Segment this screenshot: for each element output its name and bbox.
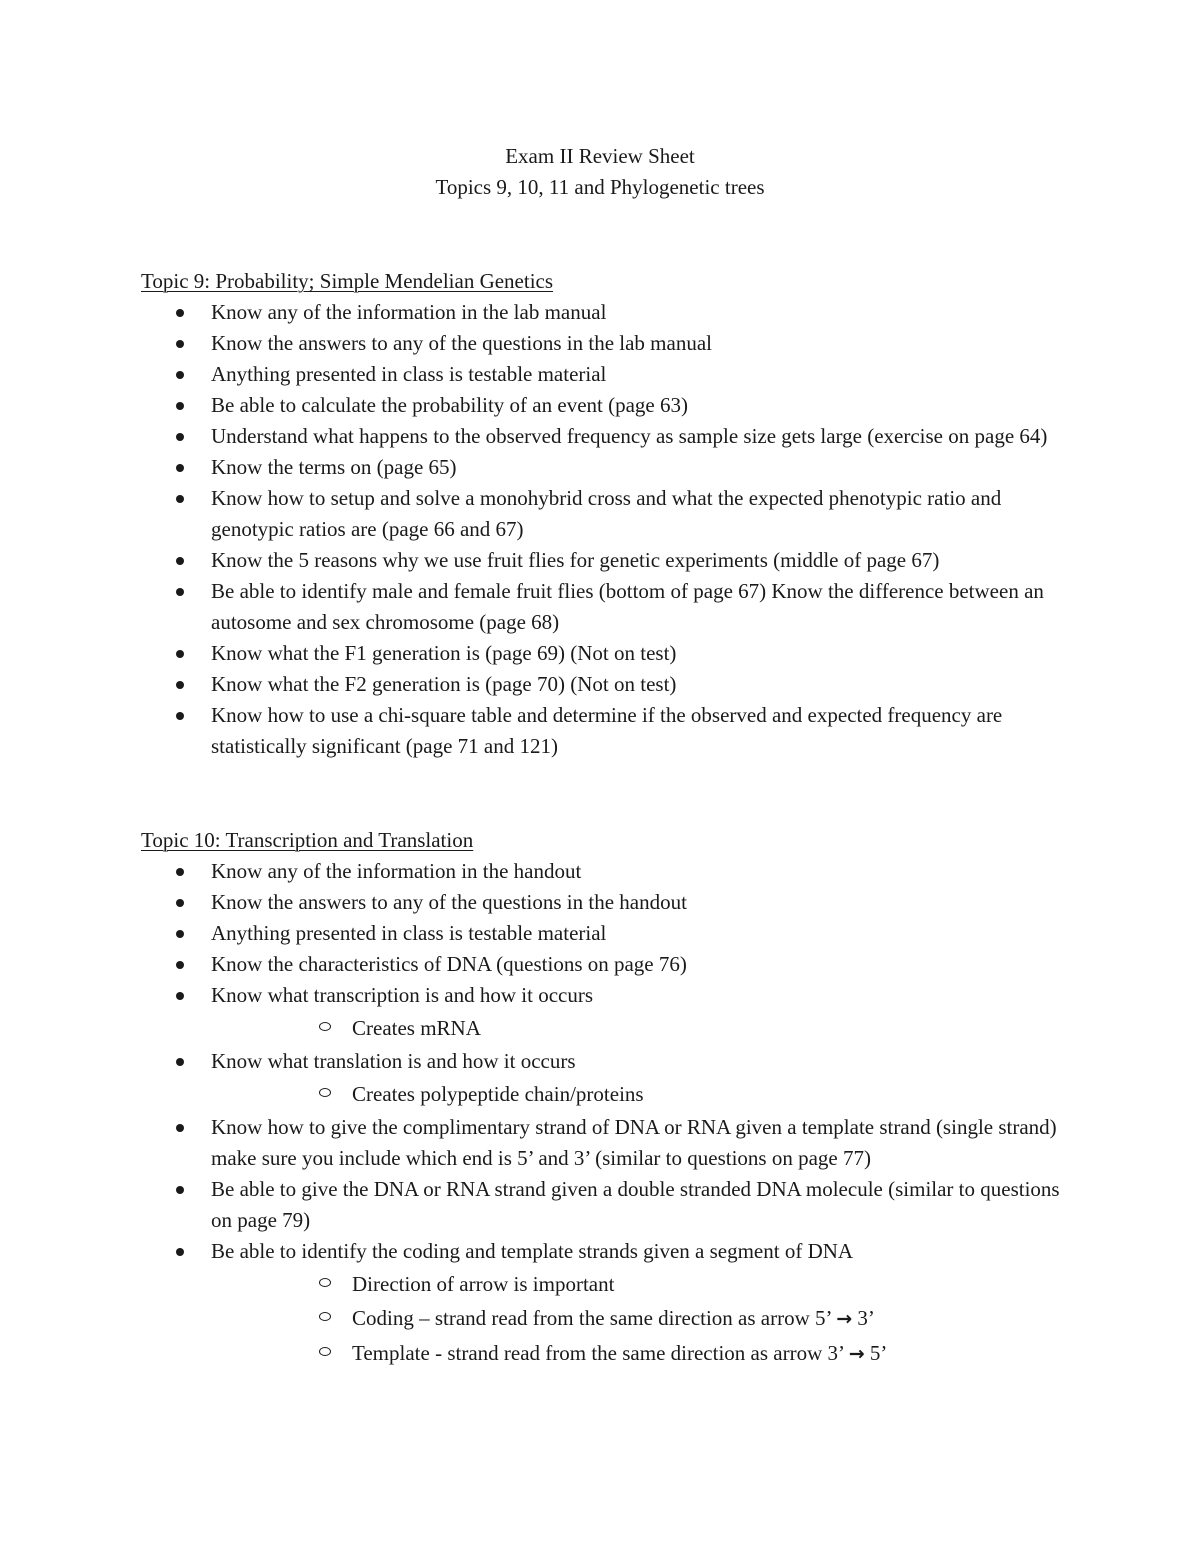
list-item: Be able to identify male and female fruit flies (bottom of page 67) Know the difference between an autosome and sex chromosome (page 68) [141,576,1071,638]
bullet-icon [176,930,184,938]
bullet-icon [176,371,184,379]
circle-bullet-icon [319,1312,331,1321]
list-item: Be able to identify the coding and template strands given a segment of DNA Direction of arrow is important Coding – strand read from the same direction as arrow 5’ → 3’ Template - strand read from the same direction as arrow 3’ → 5’ [141,1236,1071,1370]
circle-bullet-icon [319,1347,331,1356]
bullet-icon [176,1248,184,1256]
bullet-icon [176,868,184,876]
circle-bullet-icon [319,1088,331,1097]
bullet-icon [176,557,184,565]
list-item: Know any of the information in the handout [141,856,1071,887]
circle-bullet-icon [319,1278,331,1287]
list-item: Know how to setup and solve a monohybrid cross and what the expected phenotypic ratio and genotypic ratios are (page 66 and 67) [141,483,1071,545]
list-item: Know the answers to any of the questions in the lab manual [141,328,1071,359]
circle-bullet-icon [319,1022,331,1031]
bullet-icon [176,495,184,503]
list-item: Know the terms on (page 65) [141,452,1071,483]
bullet-icon [176,899,184,907]
topic9-section [141,266,1071,762]
title-block [0,141,1200,203]
list-item: Understand what happens to the observed frequency as sample size gets large (exercise on page 64) [141,421,1071,452]
list-item: Know the characteristics of DNA (questions on page 76) [141,949,1071,980]
bullet-icon [176,650,184,658]
list-item: Be able to give the DNA or RNA strand given a double stranded DNA molecule (similar to questions on page 79) [141,1174,1071,1236]
bullet-icon [176,402,184,410]
list-item: Be able to calculate the probability of an event (page 63) [141,390,1071,421]
bullet-icon [176,309,184,317]
sub-list-item: Direction of arrow is important [211,1269,1071,1300]
list-item: Know any of the information in the lab manual [141,297,1071,328]
bullet-icon [176,340,184,348]
list-item: Know what transcription is and how it occurs Creates mRNA [141,980,1071,1044]
topic10-section [141,825,1071,1370]
list-item: Know what translation is and how it occurs Creates polypeptide chain/proteins [141,1046,1071,1110]
bullet-icon [176,1058,184,1066]
topic10-heading: Topic 10: Transcription and Translation [141,828,474,852]
bullet-icon [176,464,184,472]
bullet-icon [176,433,184,441]
list-item: Know how to give the complimentary strand of DNA or RNA given a template strand (single strand) make sure you include which end is 5’ and 3’ (similar to questions on page 77) [141,1112,1071,1174]
bullet-icon [176,992,184,1000]
right-arrow-icon: → [848,1343,865,1365]
list-item: Know what the F2 generation is (page 70) (Not on test) [141,669,1071,700]
page-title: Exam II Review Sheet [505,144,695,168]
list-item: Know the 5 reasons why we use fruit flies for genetic experiments (middle of page 67) [141,545,1071,576]
list-item: Anything presented in class is testable material [141,918,1071,949]
sub-list [211,1269,1071,1370]
bullet-icon [176,1124,184,1132]
bullet-icon [176,681,184,689]
bullet-icon [176,588,184,596]
topic10-list [141,856,1071,1370]
bullet-icon [176,1186,184,1194]
right-arrow-icon: → [836,1308,853,1330]
bullet-icon [176,961,184,969]
sub-list-item: Coding – strand read from the same direction as arrow 5’ → 3’ [211,1303,1071,1335]
bullet-icon [176,712,184,720]
sub-list [211,1079,1071,1110]
sub-list-item: Creates mRNA [211,1013,1071,1044]
page-subtitle: Topics 9, 10, 11 and Phylogenetic trees [435,175,765,199]
sub-list-item: Template - strand read from the same direction as arrow 3’ → 5’ [211,1338,1071,1370]
list-item: Know what the F1 generation is (page 69) (Not on test) [141,638,1071,669]
list-item: Know the answers to any of the questions in the handout [141,887,1071,918]
sub-list [211,1013,1071,1044]
list-item: Know how to use a chi-square table and determine if the observed and expected frequency are statistically significant (page 71 and 121) [141,700,1071,762]
sub-list-item: Creates polypeptide chain/proteins [211,1079,1071,1110]
list-item: Anything presented in class is testable material [141,359,1071,390]
topic9-list [141,297,1071,762]
topic9-heading: Topic 9: Probability; Simple Mendelian Genetics [141,269,554,293]
